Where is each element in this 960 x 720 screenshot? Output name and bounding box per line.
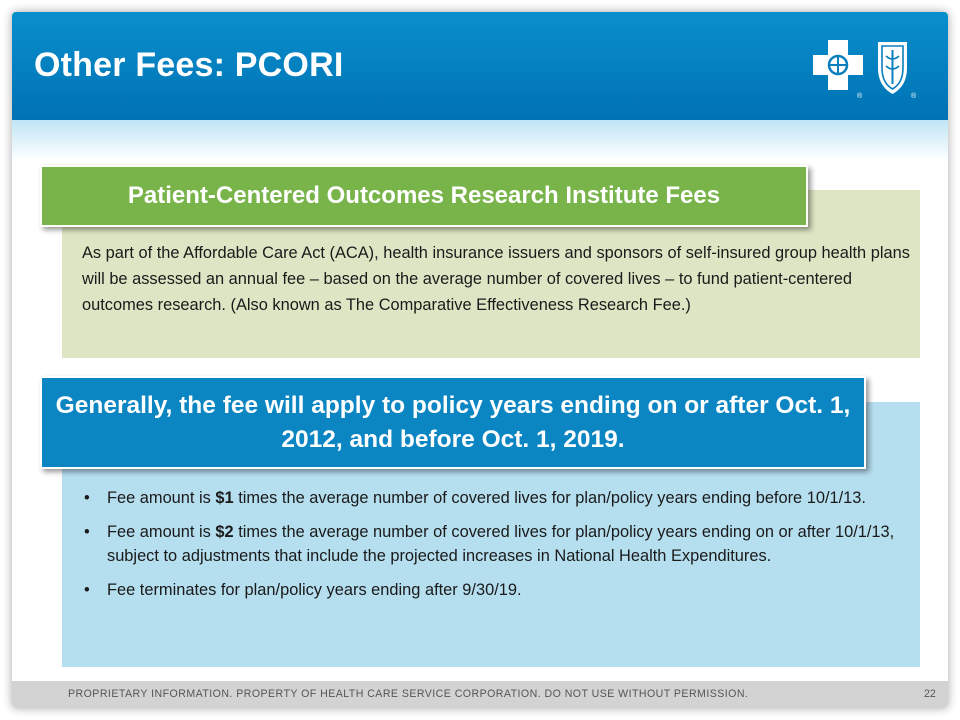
slide-footer: [12, 681, 948, 708]
blue-shield-logo-icon: [878, 42, 907, 94]
blue-cross-logo-icon: [813, 40, 863, 90]
registered-mark: ®: [857, 93, 863, 100]
header-gradient-band: [12, 120, 948, 160]
section1-heading: Patient-Centered Outcomes Research Institute Fees: [40, 165, 808, 227]
list-item: [82, 486, 912, 510]
bullet-text-post: times the average number of covered lives for plan/policy years ending before 10/1/13.: [233, 489, 866, 507]
list-item: [82, 578, 912, 602]
bullet-icon: •: [84, 581, 90, 599]
bullet-icon: •: [84, 523, 90, 541]
bullet-icon: •: [84, 489, 90, 507]
bullet-text-pre: Fee amount is: [107, 489, 216, 507]
section2-heading: Generally, the fee will apply to policy years ending on or after Oct. 1, 2012, and before Oct. 1, 2019.: [40, 376, 866, 469]
footer-disclaimer: PROPRIETARY INFORMATION. PROPERTY OF HEALTH CARE SERVICE CORPORATION. DO NOT USE WITHOUT PERMISSION.: [68, 688, 749, 700]
bullet-text-post: times the average number of covered lives for plan/policy years ending on or after 10/1/13, subject to adjustments that include the projected increases in National Health Expenditures.: [107, 523, 895, 565]
slide-header: [12, 12, 948, 120]
fee-bullet-list: [82, 486, 912, 612]
list-item: [82, 520, 912, 568]
slide-title: Other Fees: PCORI: [34, 46, 344, 84]
fee-amount: $1: [215, 489, 234, 507]
logo-group: [812, 38, 922, 100]
section1-body: As part of the Affordable Care Act (ACA), health insurance issuers and sponsors of self-insured group health plans will be assessed an annual fee – based on the average number of covered lives – to fund patient-centered outcomes research. (Also known as The Comparative Effectiveness Research Fee.): [82, 244, 910, 314]
registered-mark: ®: [911, 93, 917, 100]
slide: [12, 12, 948, 708]
bullet-text-pre: Fee amount is: [107, 523, 216, 541]
bullet-text: Fee terminates for plan/policy years ending after 9/30/19.: [107, 581, 522, 599]
fee-amount: $2: [215, 523, 234, 541]
page-number: 22: [924, 688, 936, 700]
